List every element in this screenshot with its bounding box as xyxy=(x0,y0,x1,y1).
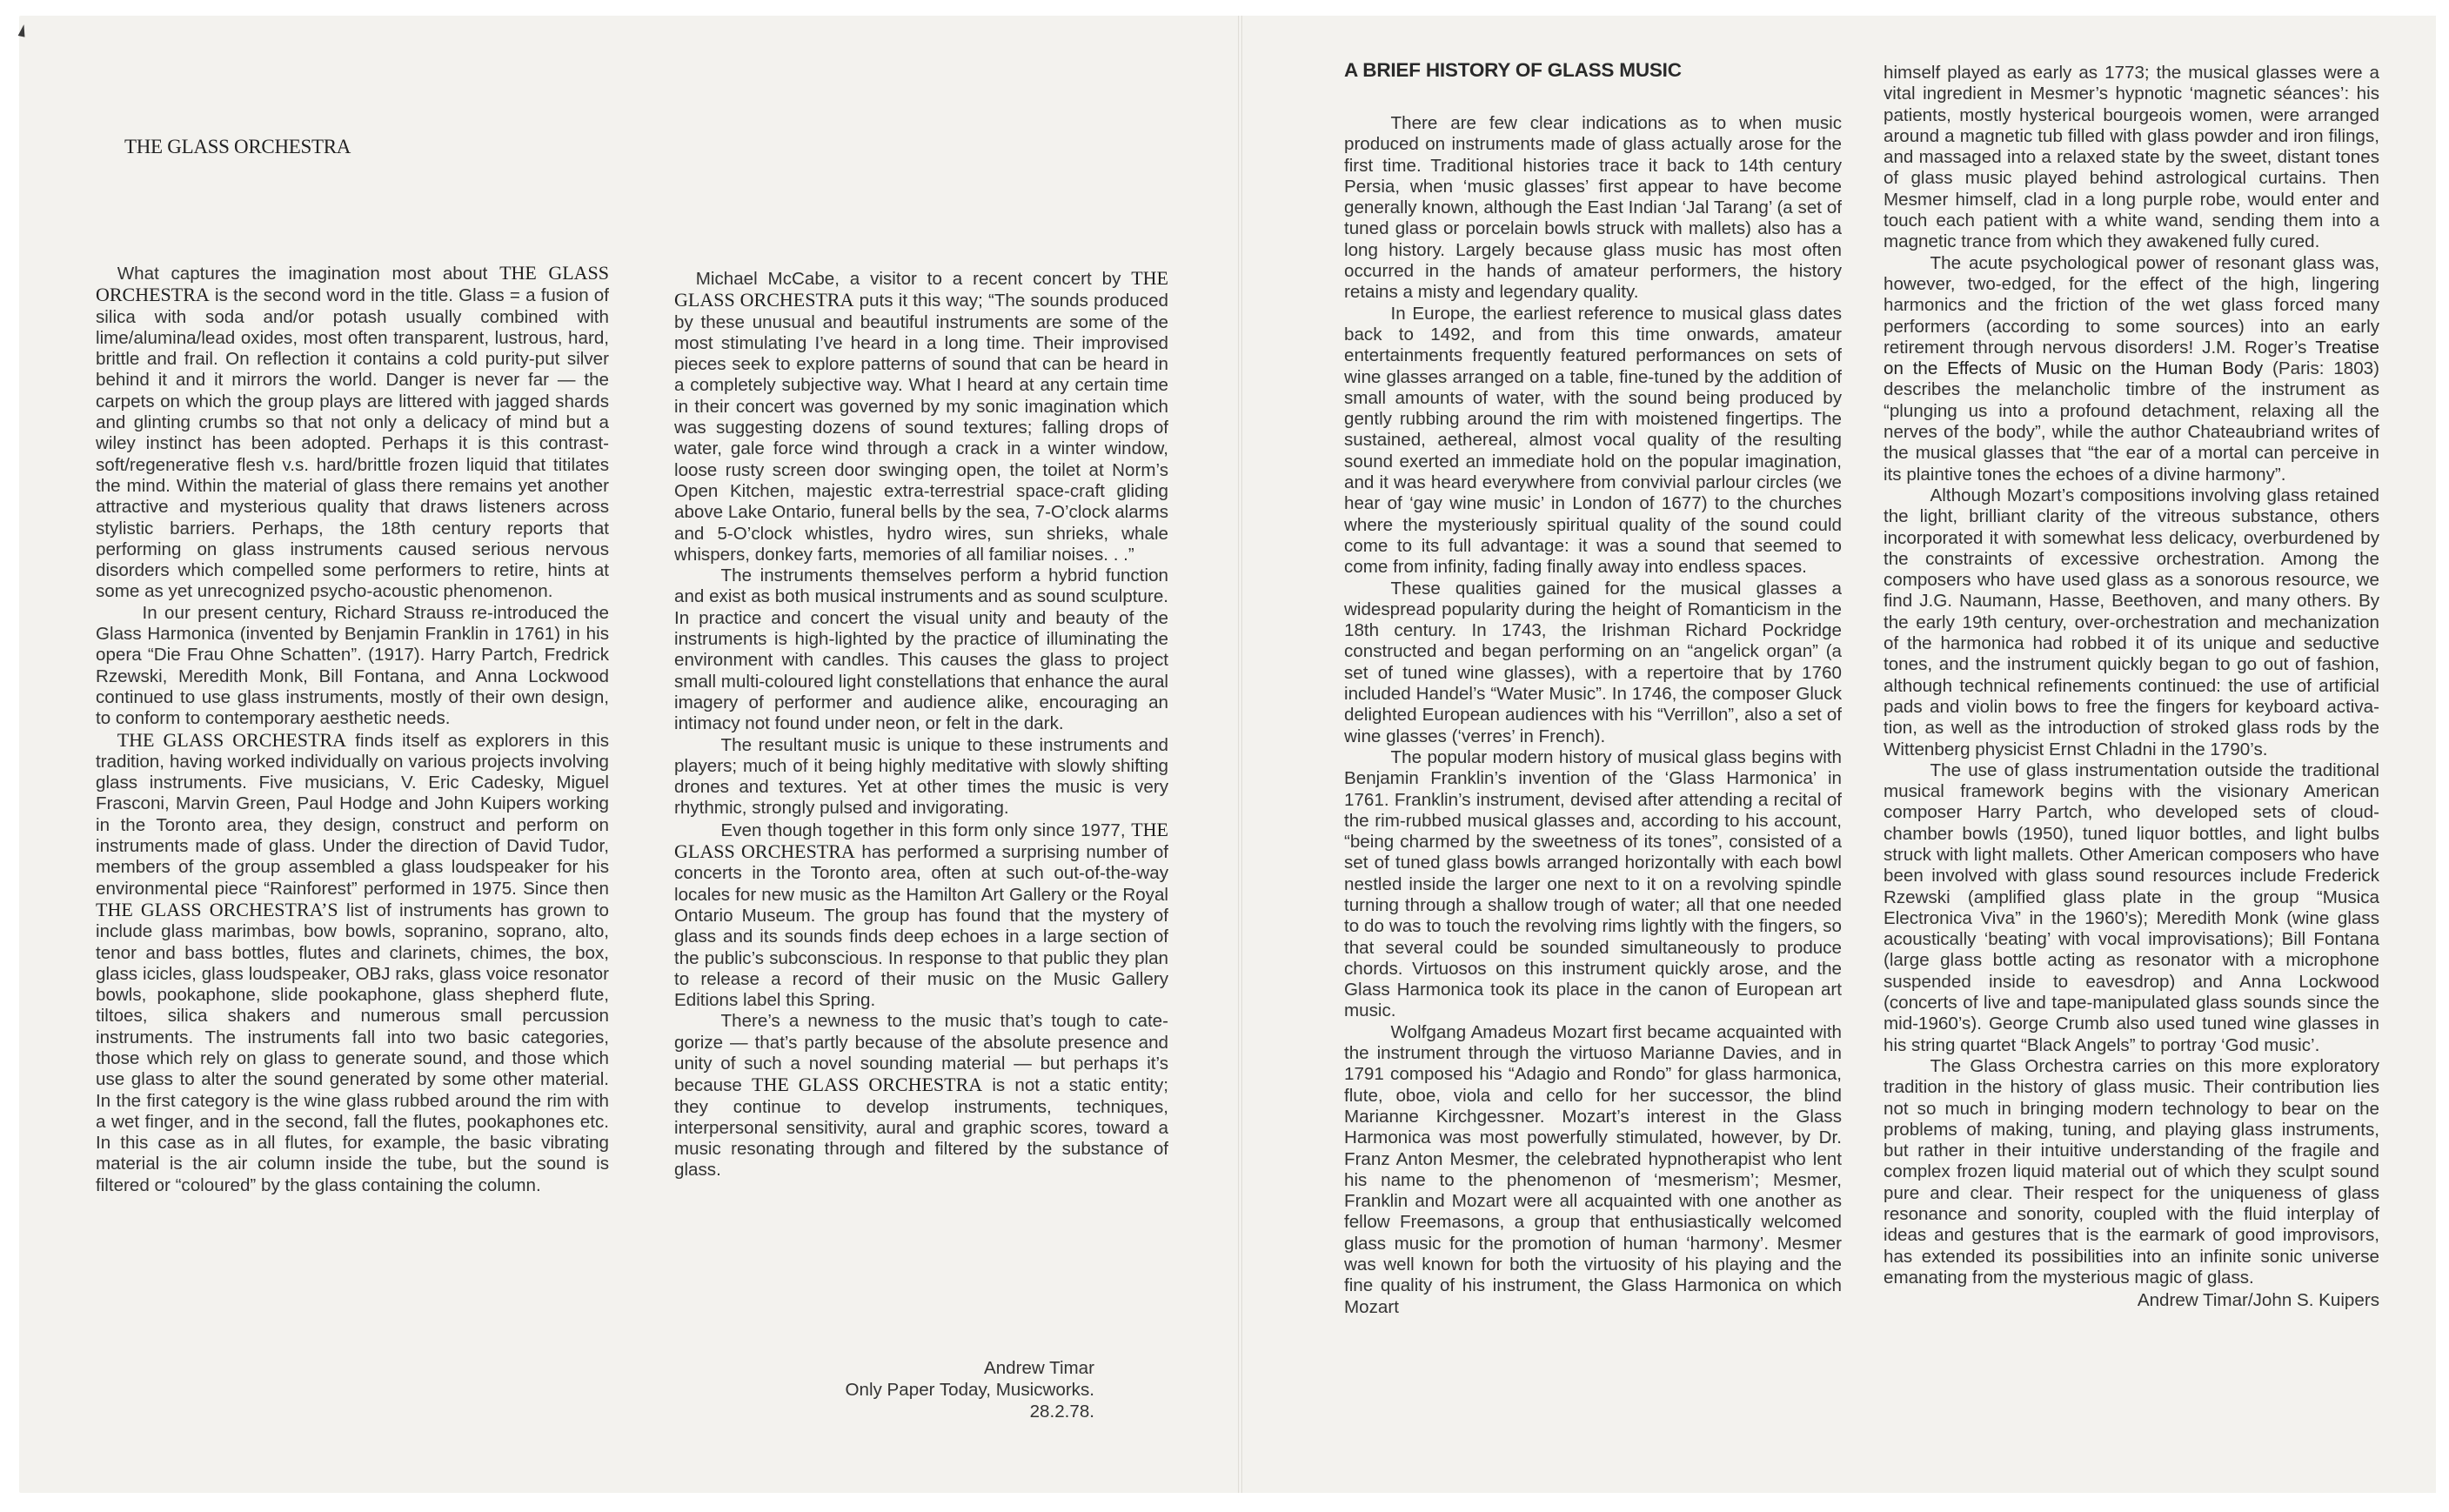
page-spine-fold xyxy=(1238,16,1242,1493)
paragraph: The resultant music is unique to these instruments and players; much of it being highly meditative with slowly shifting drones and textures. Yet at other times the music is very rhythmic, strongly pulsed and invigorating. xyxy=(674,734,1168,819)
book-title: Treatise on the Effects of Music on the Human Body xyxy=(1884,337,2379,379)
band-name: THE GLASS ORCHESTRA xyxy=(752,1074,983,1096)
band-name: THE GLASS ORCHESTRA xyxy=(96,262,610,306)
band-name: THE GLASS ORCHESTRA xyxy=(117,728,347,751)
paragraph: There’s a newness to the music that’s tough to categorize — that’s partly because of the absolute presence and unity of such a novel sounding material — but perhaps it’s because THE GLASS ORCHESTRA is not a static entity; they continue to develop instruments, techniques, interpersonal sensitivity, aural and graphic scores, toward a music resonating through and filtered by the substance of glass. xyxy=(674,1011,1168,1181)
article-column-2 xyxy=(674,268,1168,1181)
paragraph: In Europe, the earliest reference to musical glass dates back to 1492, and from this time onwards, amateur entertainments frequently featured performances on sets of wine glasses arranged on a table, fine-tuned by the addition of small amounts of water, with the sound being produced by gently rubbing around the rim with moistened fingertips. The sustained, aethereal, almost vocal quality of the resulting sound exerted an immediate hold on the popular imagination, and it was heard everywhere from convivial parlour circles (we hear of ‘gay wine music’ in London of 1677) to the churches where the mysteriously spiritual quality of the sound could come to its full advantage: it was a sound that seemed to come from infinity, fading finally away into endless spaces. xyxy=(1344,303,1842,578)
paragraph: Even though together in this form only since 1977, THE GLASS ORCHESTRA has performed a surprising number of concerts in the Toronto area, often at such out-of-the-way locales for new music as the Hamilton Art Gallery or the Royal Ontario Museum. The group has found that the mystery of glass and its sounds finds deep echoes in a large section of the public’s subconscious. In response to that public they plan to release a record of their music on the Music Gallery Editions label this Spring. xyxy=(674,818,1168,1011)
article-signature xyxy=(783,1357,1094,1422)
paragraph: himself played as early as 1773; the musical glasses were a vital ingredient in Mesmer’s hypnotic ‘magnetic séances’: his patients, mostly hysterical bourgeois women, were arranged around a magnetic tub filled with glass powder and iron filings, and massaged into a relaxed state by the sweet, distant tones of glass music played behind astrological curtains. Then Mesmer himself, clad in a long purple robe, would enter and touch each patient with a white wand, sending them into a magnetic trance from which they awakened fully cured. xyxy=(1884,63,2379,252)
paragraph: THE GLASS ORCHESTRA finds itself as explorers in this tradition, having worked individually on various projects involving glass instruments. Five musicians, V. Eric Cadesky, Miguel Frasconi, Marvin Green, Paul Hodge and John Kuipers working in the Toronto area, they design, construct and perform on instruments made of glass. Under the direction of David Tudor, members of the group assembled a glass loudspeaker for his environmental piece “Rainforest” performed in 1975. Since then THE GLASS ORCHESTRA’S list of instruments has grown to include glass marimbas, bow bowls, sopranino, soprano, alto, tenor and bass bottles, flutes and clarinets, chimes, the box, glass icicles, glass loudspeaker, OBJ raks, glass voice resonator bowls, pookaphone, slide pookaphone, glass shepherd flute, tiltoes, silica shakers and numerous small percussion instruments. The instruments fall into two basic categories, those which rely on glass to generate sound, and those which use glass to alter the sound generated by some other material. In the first category is the wine glass rubbed around the rim with a wet finger, and in the second, fall the flutes, pookaphones etc. In this case as in all flutes, for example, the basic vibrating material is the air column inside the tube, but the sound is filtered or “coloured” by the glass containing the column. xyxy=(96,728,609,1195)
paragraph: The acute psychological power of resonant glass was, however, two-edged, for the effect of the high, lingering harmonics and the friction of the wet glass forced many performers (according to some sources) into an early retirement through nervous disorders! J.M. Roger’s Treatise on the Effects of Music on the Human Body (Paris: 1803) describes the melancholic timbre of the instrument as “plunging us into a profound detachment, relaxing all the nerves of the body”, while the author Chateaubriand writes of the musical glasses that “the ear of a mortal can perceive in its plaintive tones the echoes of a divine harmony”. xyxy=(1884,252,2379,485)
band-name: THE GLASS ORCHESTRA xyxy=(674,818,1168,863)
paragraph: What captures the imagination most about THE GLASS ORCHESTRA is the second word in the title. Glass = a fusion of silica with soda and/or potash usually combined with lime/alumina/lead oxides, most often transparent, lustrous, hard, brittle and frail. On reflection it contains a cold purity-put silver behind it and it mirrors the world. Danger is never far — the carpets on which the group plays are littered with jagged shards and glinting crumbs so that not only a delicacy of mind but a wiley instinct has been adopted. Perhaps it is this contrast-soft/regenerative flesh v.s. hard/brittle frozen liquid that titilates the mind. Within the material of glass there remains yet another attractive and mysterious quality that draws listeners across stylistic barriers. Perhaps, the 18th century reports that performing on glass instruments caused serious nervous disorders which compelled some performers to retire, hints at some as yet unrecognized psycho-acoustic phenomenon. xyxy=(96,262,610,602)
history-signature: Andrew Timar/John S. Kuipers xyxy=(2137,1290,2379,1311)
paragraph: The Glass Orchestra carries on this more exploratory tradition in the history of glass music. Their contribution lies not so much in bringing modern technology to bear on the problems of making, tuning, and playing glass instruments, but rather in their intuitive understanding of the fragile and complex frozen liquid material out of which they sculpt sound pure and clear. Their respect for the uniqueness of glass resonance and sonority, coupled with the fluid interplay of ideas and gestures that is the earmark of good improvisors, has extended its possibilities into an infinite sonic universe emanating from the mysterious magic of glass. xyxy=(1884,1055,2379,1288)
paragraph: There are few clear indications as to when music produced on instruments made of glass actually arose for the first time. Traditional histories trace it back to 14th century Persia, when ‘music glasses’ first appear to have become generally known, although the East Indian ‘Jal Tarang’ (a set of tuned glass or porcelain bowls struck with mallets) also has a long history. Largely because glass music has most often occurred in the hands of amateur performers, the history retains a misty and legendary quality. xyxy=(1344,113,1842,303)
history-column-2 xyxy=(1884,63,2379,1312)
paragraph: The instruments themselves perform a hybrid function and exist as both musical instruments and as sound sculpture. In practice and concert the visual unity and beauty of the instruments is high-lighted by the practice of illuminating the environment with candles. This causes the glass to project small multi-coloured light constellations that enhance the aural imagery of performer and audience alike, encouraging an intimacy not found under neon, or felt in the dark. xyxy=(674,565,1168,734)
paragraph: These qualities gained for the musical glasses a widespread popularity during the height of Romanticism in the 18th century. In 1743, the Irishman Richard Pockridge constructed and began performing on an “angelick organ” (a set of tuned wine glasses), with a repertoire that by 1760 included Handel’s “Water Music”. In 1746, the composer Gluck delighted European audiences with his “Verrillon”, also a set of wine glasses (‘verres’ in French). xyxy=(1344,578,1842,746)
article-column-1 xyxy=(96,263,609,1196)
signature-source: Only Paper Today, Musicworks. xyxy=(845,1380,1094,1400)
section-heading: A BRIEF HISTORY OF GLASS MUSIC xyxy=(1344,59,1682,81)
paragraph: Although Mozart’s compositions involving glass retained the light, brilliant clarity of the vitreous substance, others incorporated it with somewhat less delicacy, overburdened by the constraints of excessive orchestration. Among the composers who have used glass as a sonorous resource, we find J.G. Naumann, Hasse, Beethoven, and many others. By the early 19th century, over-orchestration and mechanization of the harmonica had robbed it of its unique and seductive tones, and the instrument quickly began to go out of fashion, although technical refinements continued: the use of artificial pads and violin bows to free the fingers for keyboard activation, as well as the introduction of stroked glass rods by the Wittenberg physicist Ernst Chladni in the 1790’s. xyxy=(1884,485,2379,759)
paragraph: Wolfgang Amadeus Mozart first became acquainted with the instrument through the virtuoso Marianne Davies, and in 1791 composed his “Adagio and Rondo” for glass harmonica, flute, oboe, viola and cello for her successor, the blind Marianne Kirchgessner. Mozart’s interest in the Glass Harmonica was most powerfully stimulated, however, by Dr. Franz Anton Mesmer, the celebrated hypnotherapist who lent his name to the phenomenon of ‘mesmerism’; Mesmer, Franklin and Mozart were all acquainted with one another as fellow Freemasons, a group that enthusiastically welcomed glass music for the promotion of human ‘harmony’. Mesmer was well known for both the virtuosity of his playing and the fine quality of his instrument, the Glass Harmonica on which Mozart xyxy=(1344,1021,1842,1317)
paragraph: In our present century, Richard Strauss re-introduced the Glass Harmonica (invented by Benjamin Franklin in 1761) in his opera “Die Frau Ohne Schatten”. (1917). Harry Partch, Fredrick Rzewski, Meredith Monk, Bill Fontana, and Anna Lockwood continued to use glass instruments, mostly of their own design, to conform to contemporary aesthetic needs. xyxy=(96,602,609,729)
signature-date: 28.2.78. xyxy=(1029,1402,1094,1422)
paragraph: Michael McCabe, a visitor to a recent concert by THE GLASS ORCHESTRA puts it this way; “The sounds produced by these unusual and beautiful instruments are some of the most stimulating I’ve heard in a long time. Their improvised pieces seek to explore patterns of sound that can be heard in a completely subjective way. What I heard at any certain time in their concert was governed by my sonic imagination which was suggesting dozens of sound textures; falling drops of water, gale force wind through a crack in a winter window, loose rusty screen door swinging open, the toilet at Norm’s Open Kitchen, majestic extra-terrestrial space-craft gliding above Lake Ontario, funeral bells by the sea, 7-O’clock alarms and 5-O’clock whistles, hydro wires, sun shrieks, whale whispers, donkey farts, memories of all familiar noises. . .” xyxy=(674,267,1168,565)
history-column-1 xyxy=(1344,113,1842,1318)
paragraph: The popular modern history of musical glass begins with Benjamin Franklin’s invention of the ‘Glass Harmonica’ in 1761. Franklin’s instrument, devised after attending a recital of the rim-rubbed musical glasses and, according to his account, “being charmed by the sweetness of its tones”, consisted of a set of tuned glass bowls arranged horizontally with each bowl nestled inside the larger one next to it on a revolving spindle turning through a shallow trough of water; all that one needed to do was to touch the revolving rims lightly with the fingers, so that several could be sounded simultaneously to produce chords. Virtuosos on this instrument quickly arose, and the Glass Harmonica took its place in the canon of European art music. xyxy=(1344,746,1842,1021)
page-title: THE GLASS ORCHESTRA xyxy=(124,136,351,157)
signature-author: Andrew Timar xyxy=(983,1358,1094,1378)
band-name: THE GLASS ORCHESTRA xyxy=(674,267,1168,311)
paragraph: The use of glass instrumentation outside the traditional musical framework begins with the visionary American composer Harry Partch, who developed sets of cloud-chamber bowls (1950), tuned liquor bottles, and light bulbs struck with light mallets. Other American composers who have been involved with glass sound resources include Frederick Rzewski (amplified glass plate in the group “Musica Electronica Viva” in the 1960’s); Meredith Monk (wine glass acoustically ‘beating’ with vocal improvisations); Bill Fontana (large glass bottle acting as resonator with a microphone suspended inside to eavesdrop) and Anna Lockwood (concerts of live and tape-manipulated glass sounds since the mid-1960’s). George Crumb also used tuned wine glasses in his string quartet “Black Angels” to portray ‘God music’. xyxy=(1884,759,2379,1055)
band-name: THE GLASS ORCHESTRA’S xyxy=(96,898,338,920)
